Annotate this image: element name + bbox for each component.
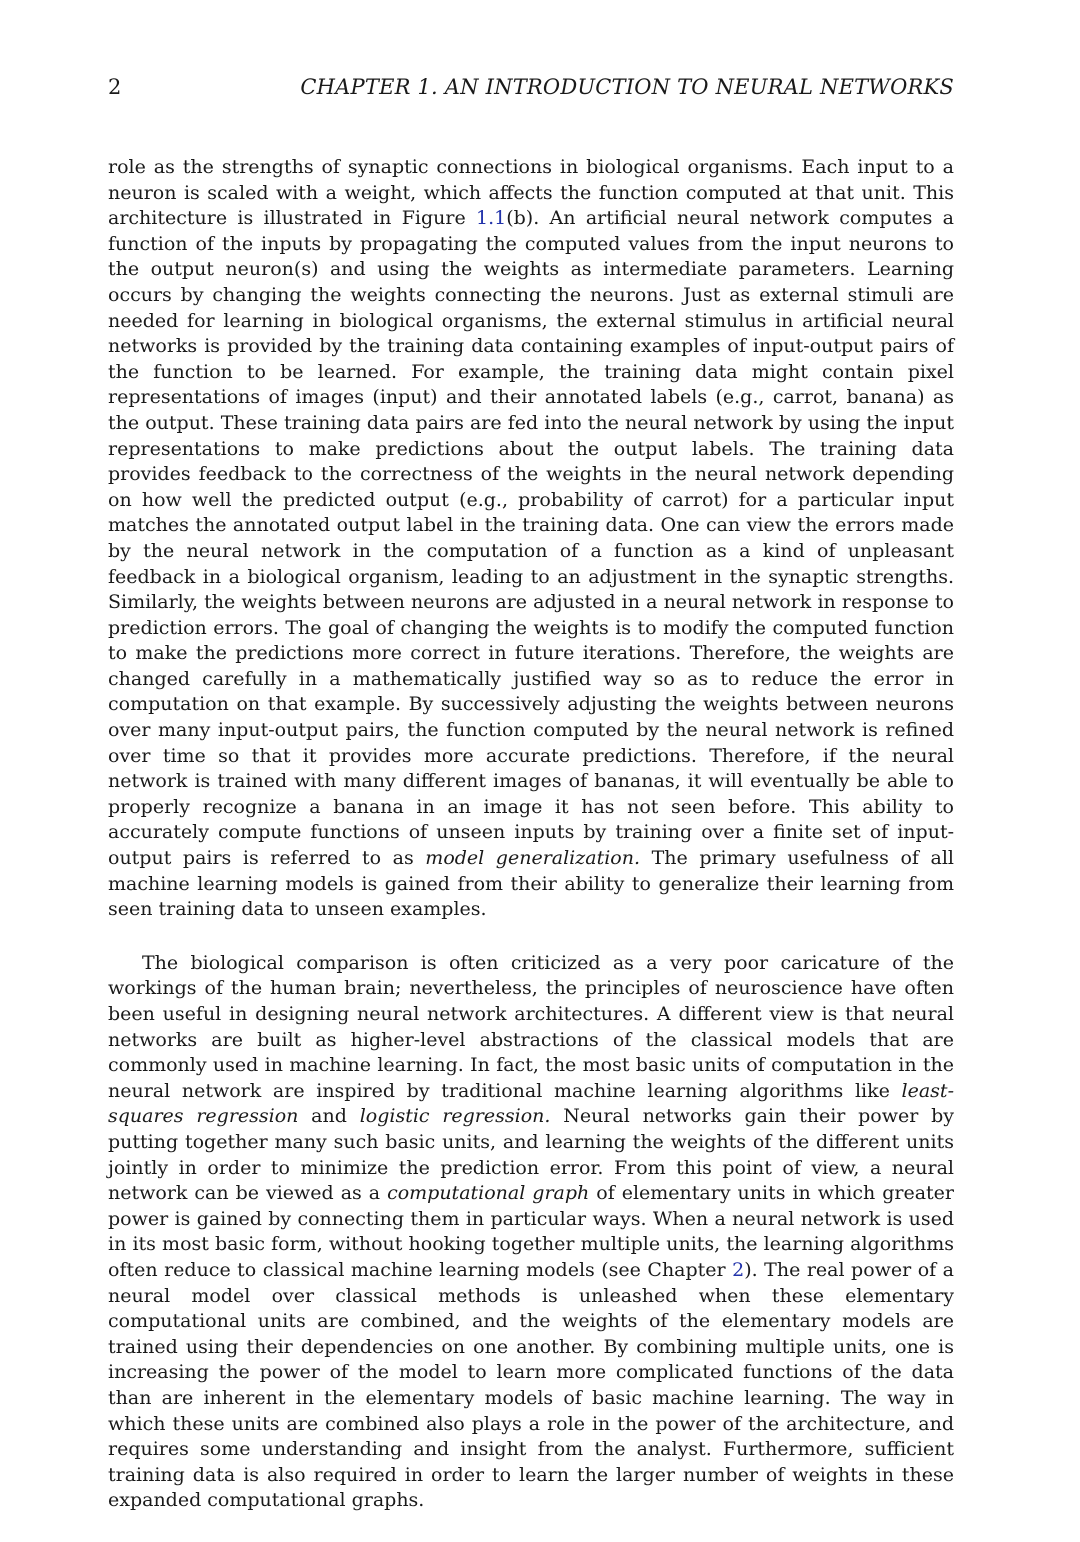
figure-reference-link[interactable]: 1.1 (476, 207, 507, 230)
paragraph-1-text-b: (b). An artificial neural network computes a function of the inputs by propagating the computed values from the input neurons to the output neuron(s) and using the weights as intermediate parameters. Learning occurs by changing the weights connecting the neurons. Just as external stimuli are needed for learning in biological organisms, the external stimulus in artificial neural networks is provided by the training data containing examples of input-output pairs of the function to be learned. For example, the training data might contain pixel representations of images (input) and their annotated labels (e.g., carrot, banana) as the output. These training data pairs are fed into the neural network by using the input representations to make predictions about the output labels. The training data provides feedback to the correctness of the weights in the neural network depending on how well the predicted output (e.g., probability of carrot) for a particular input matches the annotated output label in the training data. One can view the errors made by the neural network in the computation of a function as a kind of unpleasant feedback in a biological organism, leading to an adjustment in the synaptic strengths. Similarly, the weights between neurons are adjusted in a neural network in response to prediction errors. The goal of changing the weights is to modify the computed function to make the predictions more correct in future iterations. Therefore, the weights are changed carefully in a mathematically justified way so as to reduce the error in computation on that example. By successively adjusting the weights between neurons over many input-output pairs, the function computed by the neural network is refined over time so that it provides more accurate predictions. Therefore, if the neural network is trained with many different images of bananas, it will eventually be able to properly recognize a banana in an image it has not seen before. This ability to accurately compute functions of unseen inputs by training over a finite set of input-output pairs is referred to as (108, 207, 954, 870)
paragraph-2-text-e: ). The real power of a neural model over classical methods is unleashed when these elementary computational units are combined, and the weights of the elementary models are trained using their dependencies on one another. By combining multiple units, one is increasing the power of the model to learn more complicated functions of the data than are inherent in the elementary models of basic machine learning. The way in which these units are combined also plays a role in the power of the architecture, and requires some understanding and insight from the analyst. Furthermore, sufficient training data is also required in order to learn the larger number of weights in these expanded computational graphs. (108, 1258, 955, 1512)
term-computational-graph: computational graph (387, 1182, 590, 1205)
term-model-generalization: model generalization. (425, 847, 641, 870)
chapter-title: CHAPTER 1. AN INTRODUCTION TO NEURAL NETWORKS (300, 75, 954, 99)
page-number: 2 (108, 75, 122, 99)
paragraph-2-text-a: The biological comparison is often criticized as a very poor caricature of the workings of the human brain; nevertheless, the principles of neuroscience have often been useful in designing neural network architectures. A different view is that neural networks are built as higher-level abstractions of the classical models that are commonly used in machine learning. In fact, the most basic units of computation in the neural network are inspired by traditional machine learning algorithms like (108, 951, 954, 1102)
term-logistic-regression: logistic regression. (359, 1105, 551, 1128)
running-header (108, 72, 954, 102)
paragraph-1 (108, 155, 954, 923)
paragraph-2-text-b: and (298, 1105, 360, 1128)
paragraph-2-text-c: Neural networks gain their power by putting together many such basic units, and learning the weights of the different units jointly in order to minimize the prediction error. From this point of view, a neural network can be viewed as a (108, 1105, 954, 1205)
chapter-reference-link[interactable]: 2 (732, 1258, 745, 1281)
body-text (108, 155, 954, 1514)
paragraph-1-text-a: role as the strengths of synaptic connections in biological organisms. Each input to a neuron is scaled with a weight, which affects the function computed at that unit. This architecture is illustrated in Figure (108, 156, 954, 230)
term-least-squares-regression: least-squares regression (108, 1079, 954, 1128)
paragraph-1-text-c: The primary usefulness of all machine learning models is gained from their ability to generalize their learning from seen training data to unseen examples. (108, 847, 955, 921)
paragraph-2 (108, 951, 954, 1514)
paragraph-2-text-d: of elementary units in which greater power is gained by connecting them in particular ways. When a neural network is used in its most basic form, without hooking together multiple units, the learning algorithms often reduce to classical machine learning models (see Chapter (108, 1182, 954, 1281)
